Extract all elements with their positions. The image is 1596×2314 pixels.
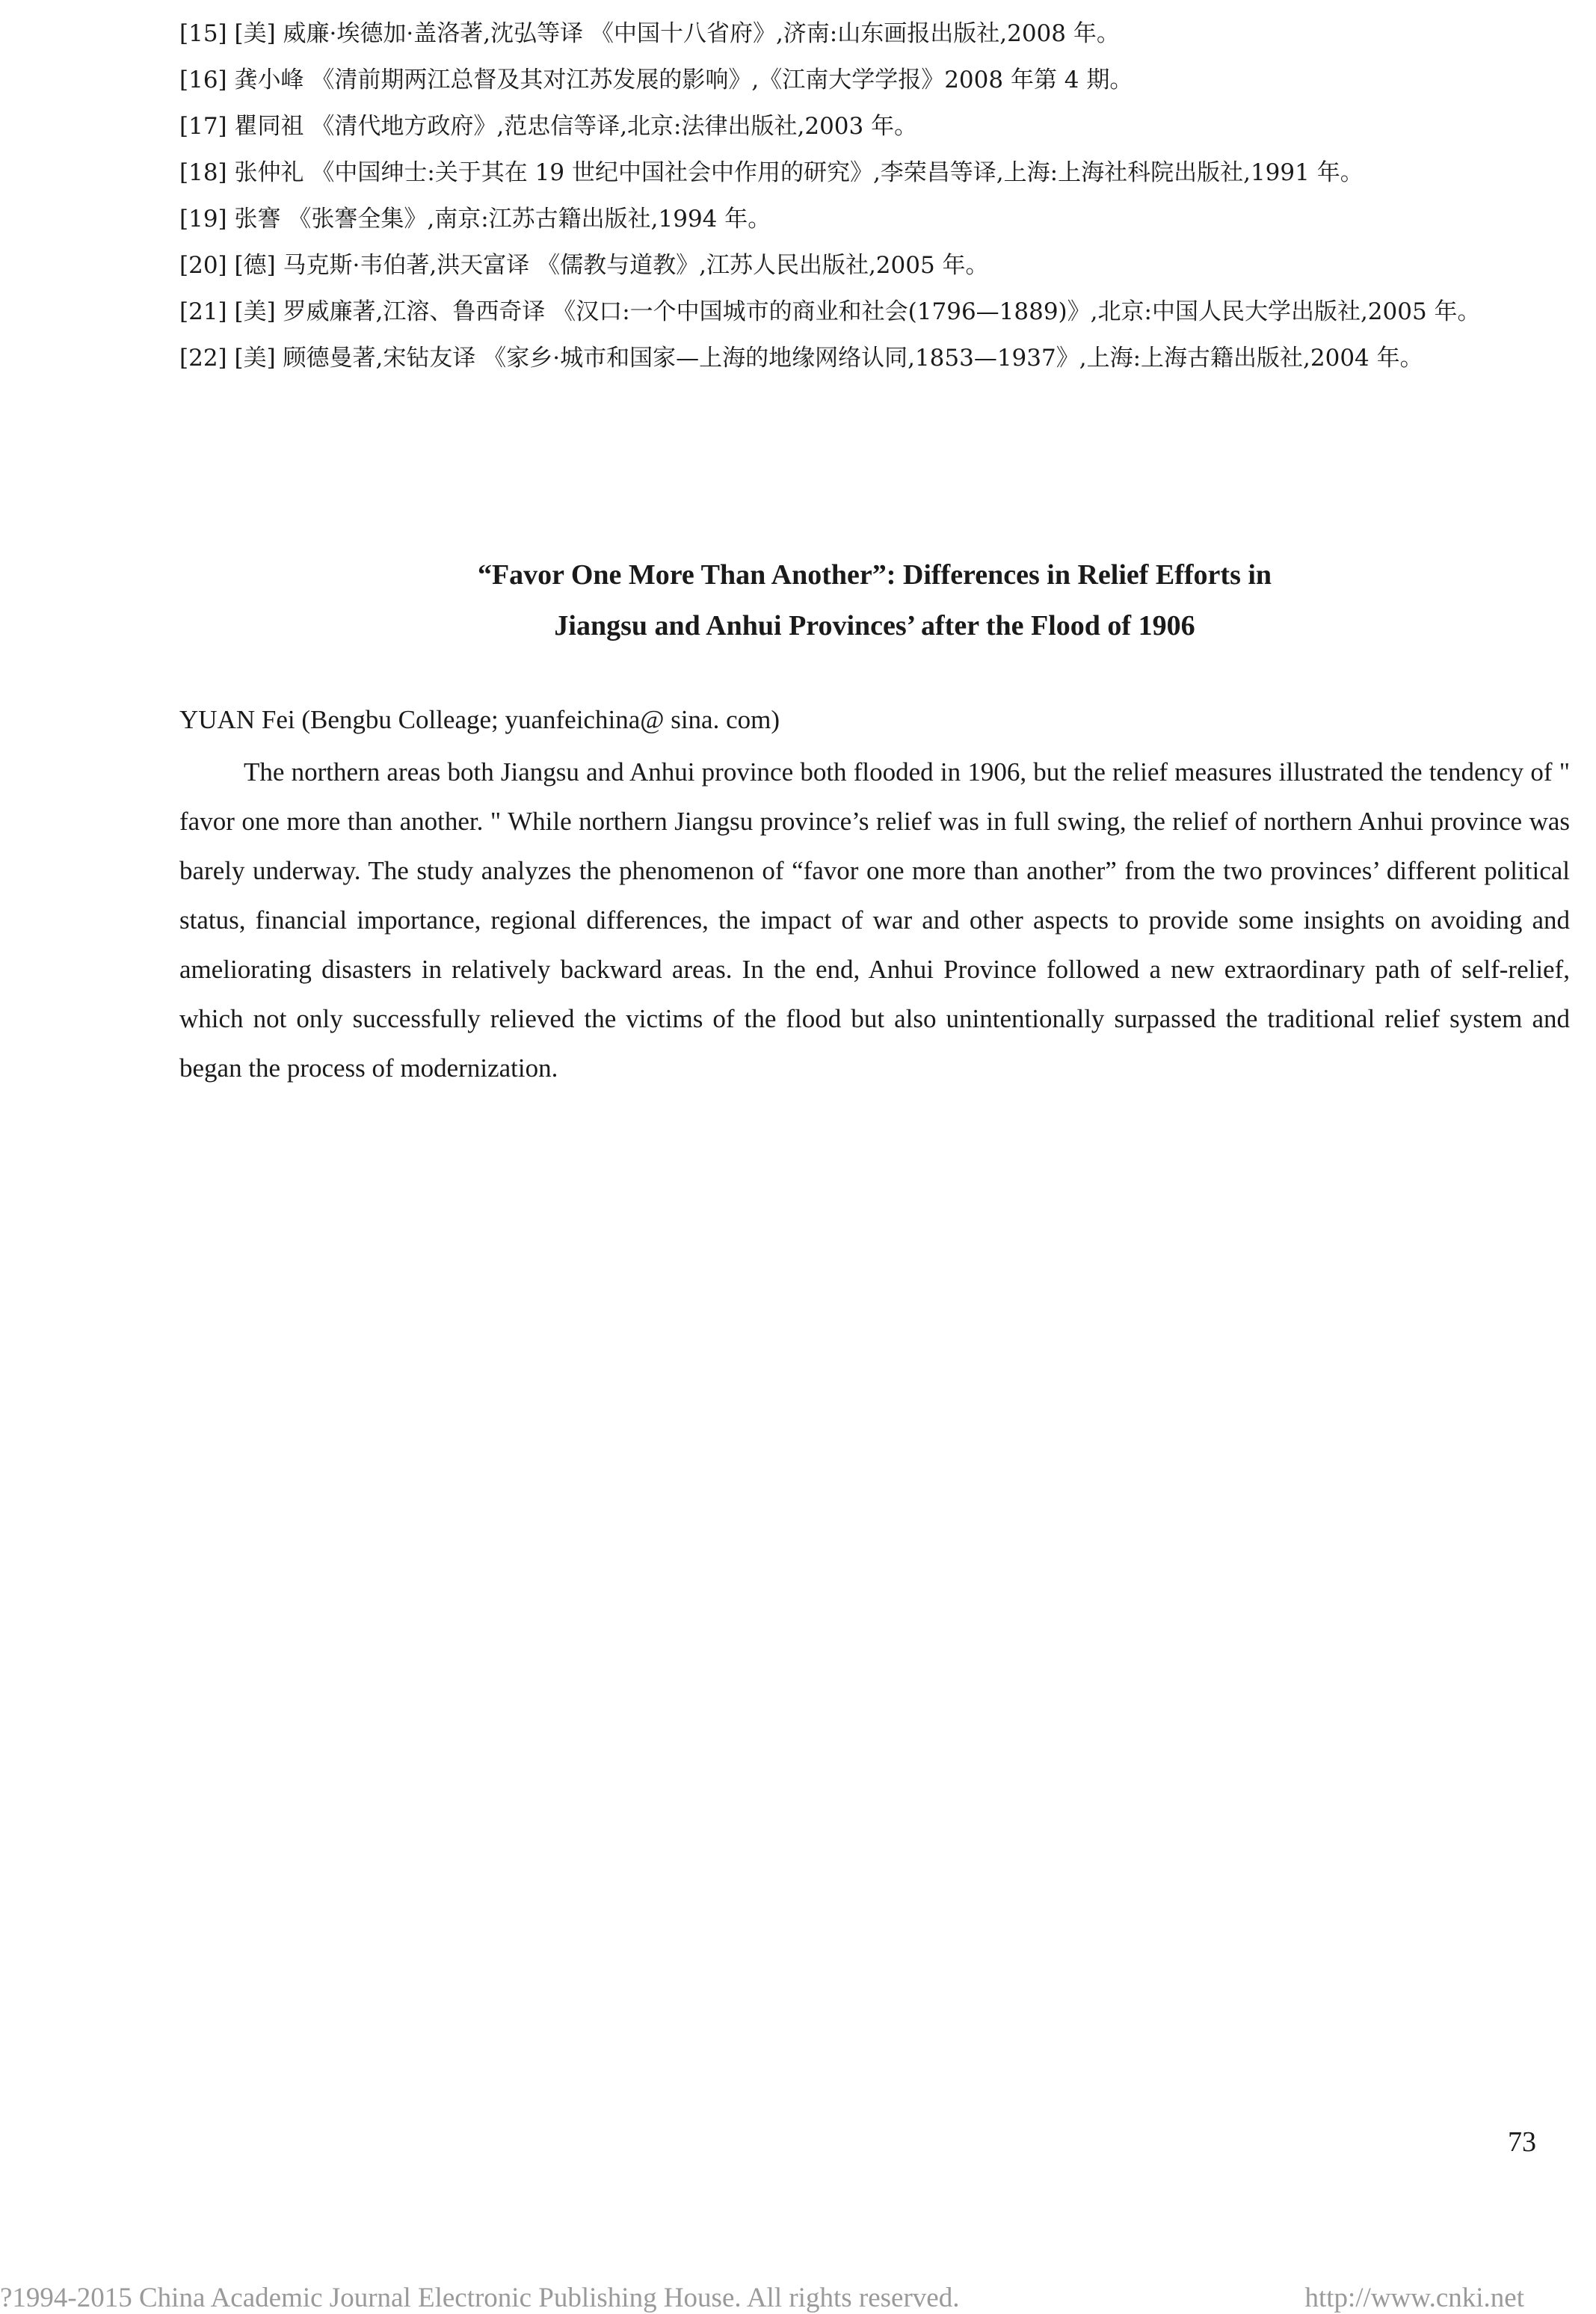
reference-list [179, 10, 1570, 381]
reference-21: [21] [美] 罗威廉著,江溶、鲁西奇译 《汉口:一个中国城市的商业和社会(1796—1889)》,北京:中国人民大学出版社,2005 年。 [179, 298, 1481, 325]
reference-22: [22] [美] 顾德曼著,宋钻友译 《家乡·城市和国家—上海的地缘网络认同,1853—1937》,上海:上海古籍出版社,2004 年。 [179, 345, 1423, 372]
reference-17: [17] 瞿同祖 《清代地方政府》,范忠信等译,北京:法律出版社,2003 年。 [179, 113, 918, 140]
article-title [179, 550, 1570, 651]
page-number: 73 [1508, 2126, 1536, 2158]
footer-url: http://www.cnki.net [1304, 2283, 1524, 2313]
abstract-paragraph: The northern areas both Jiangsu and Anhui province both flooded in 1906, but the relief measures illustrated the tendency of " favor one more than another. " While northern Jiangsu province’s relief was in full swing, the relief of northern Anhui province was barely underway. The study analyzes the phenomenon of “favor one more than another” from the two provinces’ different political status, financial importance, regional differences, the impact of war and other aspects to provide some insights on avoiding and ameliorating disasters in relatively backward areas. In the end, Anhui Province followed a new extraordinary path of self-relief, which not only successfully relieved the victims of the flood but also unintentionally surpassed the traditional relief system and began the process of modernization. [179, 757, 1570, 1083]
article-title-line-2: Jiangsu and Anhui Provinces’ after the Flood of 1906 [554, 610, 1195, 641]
reference-20: [20] [德] 马克斯·韦伯著,洪天富译 《儒教与道教》,江苏人民出版社,2005 年。 [179, 252, 989, 279]
reference-15: [15] [美] 威廉·埃德加·盖洛著,沈弘等译 《中国十八省府》,济南:山东画报出版社,2008 年。 [179, 20, 1120, 47]
author-line: YUAN Fei (Bengbu Colleage; yuanfeichina@ sina. com) [179, 705, 780, 734]
footer-copyright: ?1994-2015 China Academic Journal Electronic Publishing House. All rights reserved. [0, 2283, 960, 2313]
reference-16: [16] 龚小峰 《清前期两江总督及其对江苏发展的影响》,《江南大学学报》2008 年第 4 期。 [179, 67, 1133, 93]
article-title-line-1: “Favor One More Than Another”: Differences in Relief Efforts in [477, 559, 1272, 591]
reference-18: [18] 张仲礼 《中国绅士:关于其在 19 世纪中国社会中作用的研究》,李荣昌等译,上海:上海社科院出版社,1991 年。 [179, 159, 1364, 186]
reference-19: [19] 张謇 《张謇全集》,南京:江苏古籍出版社,1994 年。 [179, 206, 771, 233]
